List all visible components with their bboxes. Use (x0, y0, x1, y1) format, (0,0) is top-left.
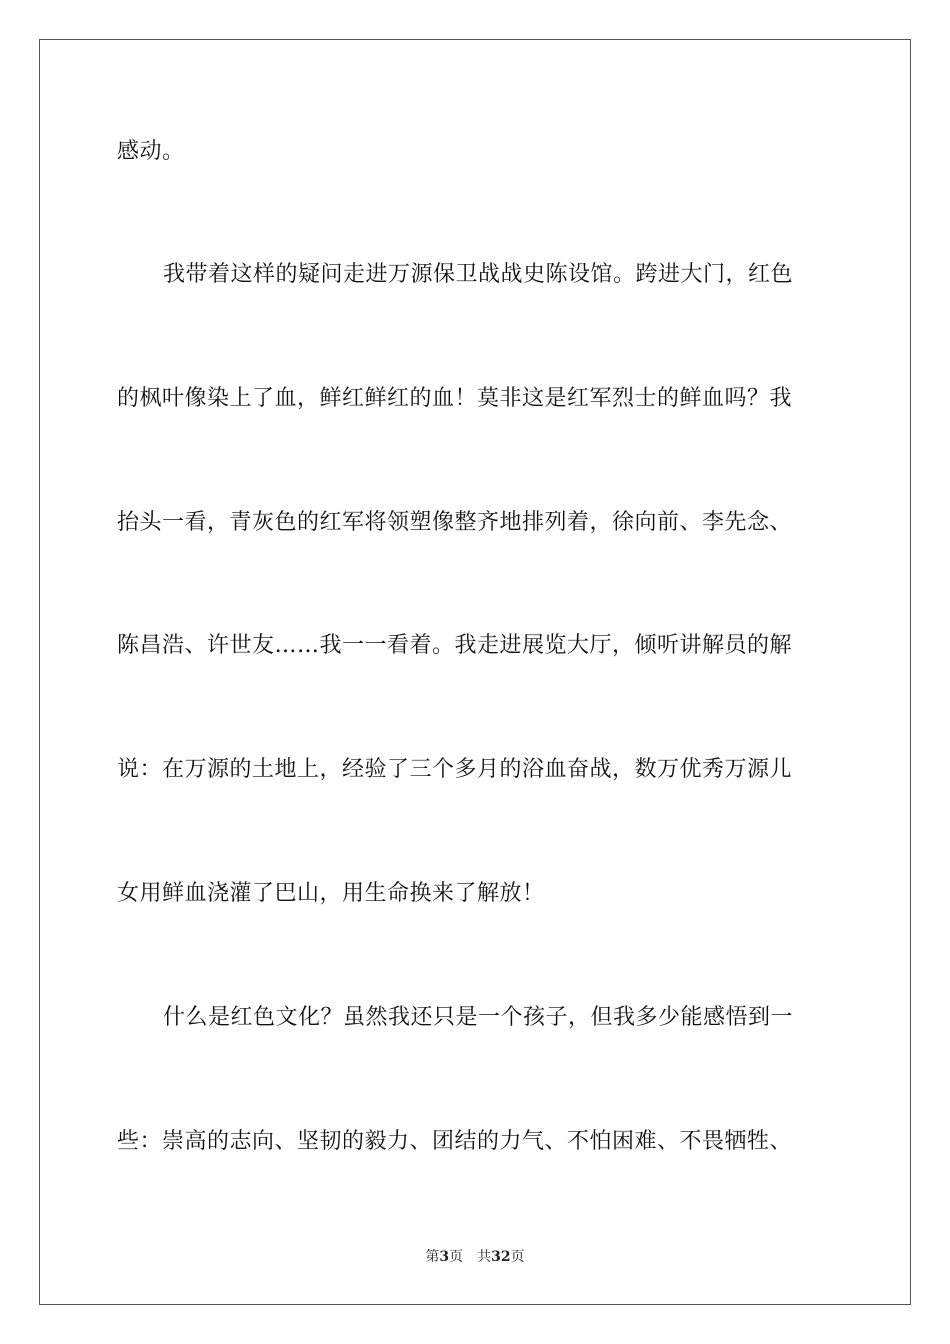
total-pages: 32 (491, 1249, 511, 1265)
total-prefix: 共 (477, 1249, 492, 1265)
text-line-4: 抬头一看，青灰色的红军将领塑像整齐地排列着，徐向前、李先念、 (117, 510, 793, 535)
page-suffix: 页 (449, 1249, 464, 1265)
text-line-9: 些：崇高的志向、坚韧的毅力、团结的力气、不怕困难、不畏牺牲、 (117, 1129, 793, 1154)
text-line-2: 我带着这样的疑问走进万源保卫战战史陈设馆。跨进大门，红色 (163, 262, 794, 287)
total-suffix: 页 (510, 1249, 525, 1265)
text-line-8: 什么是红色文化？虽然我还只是一个孩子，但我多少能感悟到一 (163, 1005, 794, 1030)
page-number: 3 (439, 1249, 450, 1265)
text-line-3: 的枫叶像染上了血，鲜红鲜红的血！莫非这是红军烈士的鲜血吗？我 (117, 386, 793, 411)
text-line-6: 说：在万源的土地上，经验了三个多月的浴血奋战，数万优秀万源儿 (117, 757, 793, 782)
page-border (39, 39, 911, 1305)
text-line-1: 感动。 (117, 139, 185, 164)
page-footer (0, 1248, 950, 1266)
text-line-5: 陈昌浩、许世友……我一一看着。我走进展览大厅，倾听讲解员的解 (117, 633, 793, 658)
page-prefix: 第 (425, 1249, 440, 1265)
text-line-7: 女用鲜血浇灌了巴山，用生命换来了解放！ (117, 881, 545, 906)
